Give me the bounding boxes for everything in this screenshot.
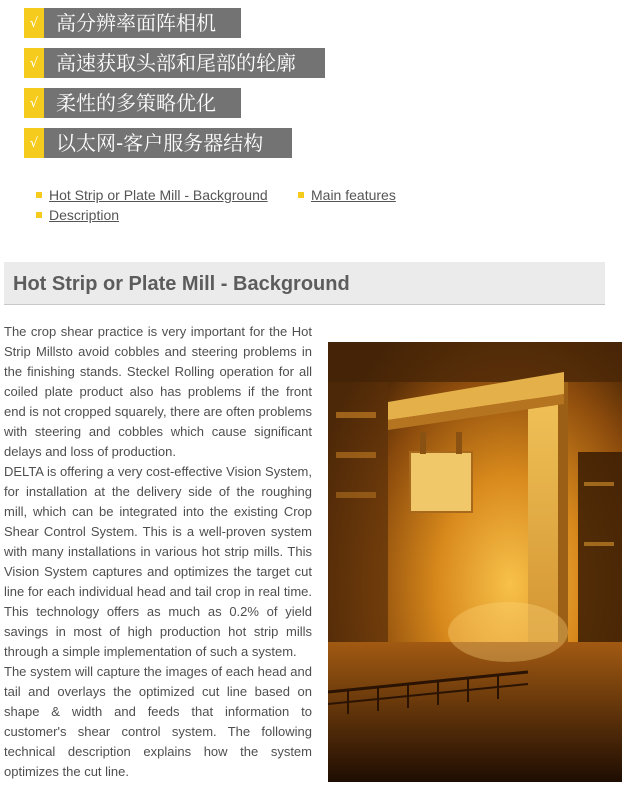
feature-item	[24, 8, 241, 38]
section-header	[4, 262, 605, 305]
mill-scene-image	[328, 342, 622, 782]
nav-item-description	[36, 207, 119, 223]
feature-text: 高速获取头部和尾部的轮廓	[56, 51, 296, 75]
paragraph: DELTA is offering a very cost-effective Vision System, for installation at the delivery side of the roughing mill, which can be integrated into the existing Crop Shear Control System. This is a well-proven system with many installations in various hot strip mills. This Vision System captures and optimizes the target cut line for each individual head and tail crop in real time. This technology offers as much as 0.2% of yield savings in most of high production hot strip mills through a simple implementation of such a system.	[4, 464, 312, 659]
section-body	[4, 322, 312, 782]
nav-link-main-features[interactable]: Main features	[311, 187, 396, 203]
nav-link-background[interactable]: Hot Strip or Plate Mill - Background	[49, 187, 268, 203]
check-icon: √	[24, 8, 44, 38]
check-icon: √	[24, 48, 44, 78]
feature-text: 高分辨率面阵相机	[56, 11, 216, 35]
section-title: Hot Strip or Plate Mill - Background	[13, 273, 350, 295]
feature-list	[24, 8, 325, 158]
square-bullet-icon	[36, 192, 42, 198]
feature-item	[24, 88, 241, 118]
square-bullet-icon	[298, 192, 304, 198]
nav-link-description[interactable]: Description	[49, 207, 120, 223]
hot-strip-mill-photo	[328, 342, 622, 782]
feature-text: 以太网-客户服务器结构	[56, 131, 264, 155]
paragraph: The system will capture the images of each head and tail and overlays the optimized cut line based on shape & width and feeds that information to customer's shear control system. The following technical description explains how the system optimizes the cut line.	[4, 664, 312, 779]
paragraph: The crop shear practice is very important for the Hot Strip Millsto avoid cobbles and steering problems in the finishing stands. Steckel Rolling operation for all coiled plate product also has problems if the front end is not cropped squarely, there are often problems with steering and cobbles which cause significant delays and loss of production.	[4, 324, 312, 459]
feature-item	[24, 128, 292, 158]
feature-text: 柔性的多策略优化	[56, 91, 216, 115]
feature-item	[24, 48, 325, 78]
square-bullet-icon	[36, 212, 42, 218]
check-icon: √	[24, 88, 44, 118]
nav-item-background	[36, 187, 268, 203]
check-icon: √	[24, 128, 44, 158]
nav-item-main-features	[298, 187, 396, 203]
